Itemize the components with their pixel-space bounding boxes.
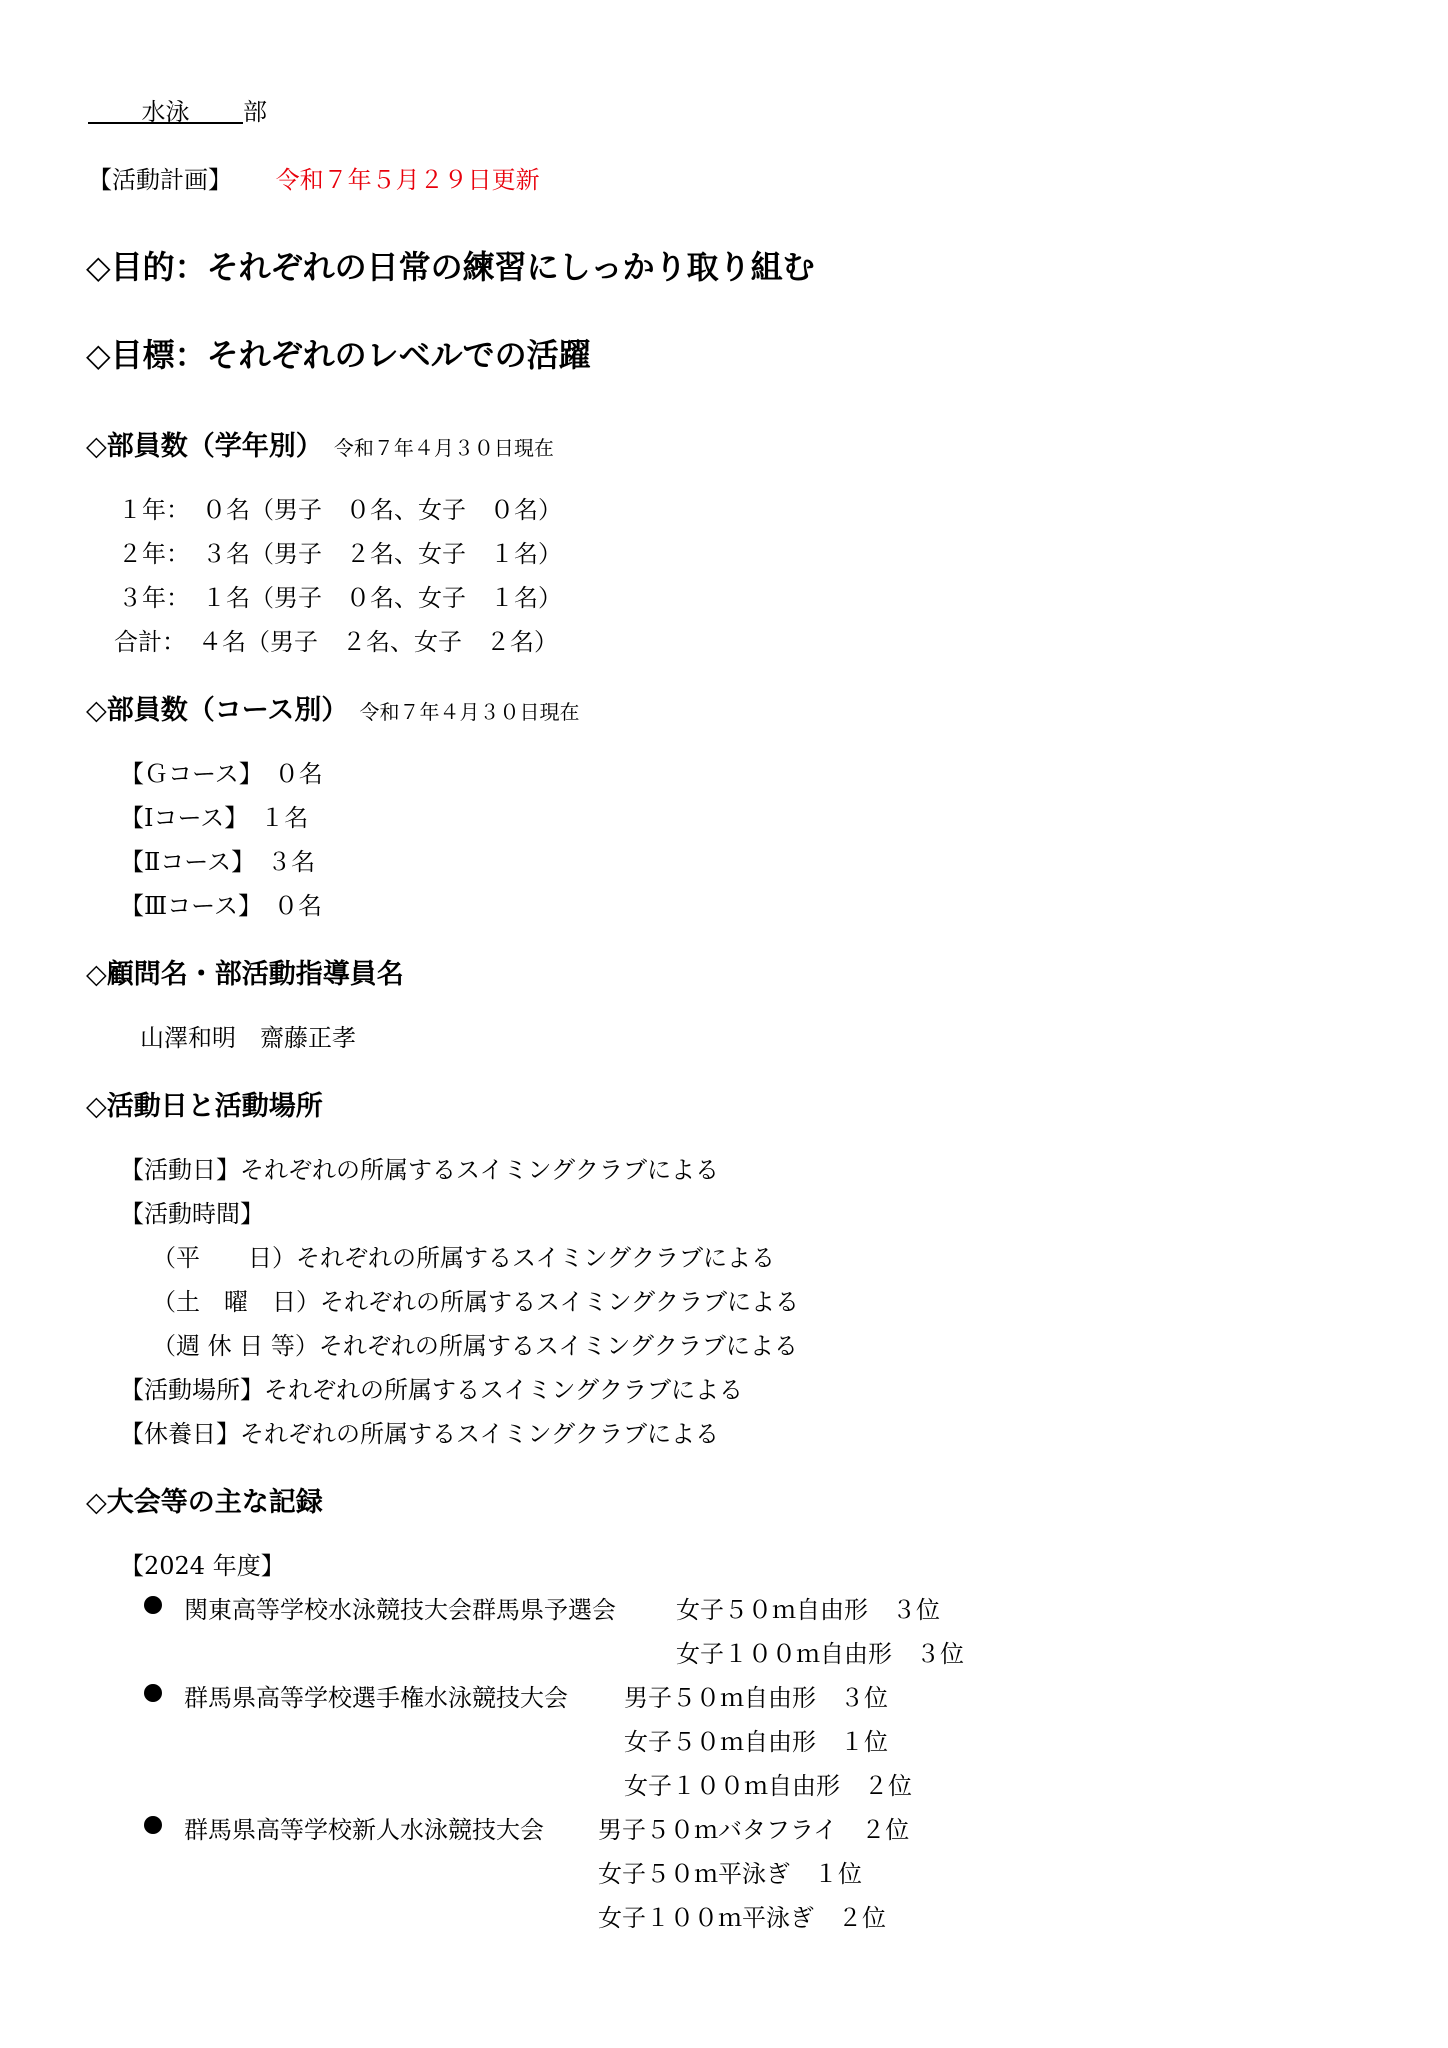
advisor-names: 山澤和明 齋藤正孝 — [140, 1024, 356, 1052]
purpose-heading: ◇目的：それぞれの日常の練習にしっかり取り組む — [86, 248, 815, 286]
bullet-icon — [144, 1816, 162, 1834]
grade-row: １年： ０名（男子 ０名、女子 ０名） — [118, 496, 562, 524]
members-grade-date: 令和７年４月３０日現在 — [333, 436, 554, 460]
event-result: 男子５０ｍ自由形 ３位 — [624, 1684, 888, 1712]
event-result: 女子１００ｍ平泳ぎ ２位 — [598, 1904, 886, 1932]
event-name: 群馬県高等学校新人水泳競技大会 — [184, 1816, 544, 1844]
activity-heading: ◇活動日と活動場所 — [86, 1091, 323, 1122]
event-result: 女子５０ｍ自由形 ３位 — [676, 1596, 940, 1624]
records-heading: ◇大会等の主な記録 — [86, 1487, 323, 1518]
bullet-icon — [144, 1596, 162, 1614]
activity-row: （平 日）それぞれの所属するスイミングクラブによる — [152, 1244, 776, 1272]
event-name: 関東高等学校水泳競技大会群馬県予選会 — [184, 1596, 616, 1624]
advisors-heading: ◇顧問名・部活動指導員名 — [86, 959, 404, 990]
activity-row: 【休養日】それぞれの所属するスイミングクラブによる — [120, 1420, 720, 1448]
grade-row: 合計： ４名（男子 ２名、女子 ２名） — [114, 628, 558, 656]
activity-row: 【活動時間】 — [120, 1200, 264, 1228]
club-suffix: 部 — [243, 98, 267, 126]
course-row: 【Ⅰコース】 １名 — [120, 804, 309, 832]
course-row: 【Ｇコース】 ０名 — [120, 760, 323, 788]
updated-date: 令和７年５月２９日更新 — [275, 166, 540, 194]
plan-label: 【活動計画】 — [88, 166, 232, 194]
members-course-heading-line — [86, 688, 580, 727]
members-course-heading: ◇部員数（コース別） — [86, 695, 349, 726]
grade-row: ３年： １名（男子 ０名、女子 １名） — [118, 584, 562, 612]
course-row: 【Ⅲコース】 ０名 — [120, 892, 322, 920]
event-result: 女子１００ｍ自由形 ２位 — [624, 1772, 912, 1800]
event-name: 群馬県高等学校選手権水泳競技大会 — [184, 1684, 568, 1712]
event-result: 女子５０ｍ平泳ぎ １位 — [598, 1860, 862, 1888]
club-name: 水泳 — [88, 92, 243, 124]
course-row: 【Ⅱコース】 ３名 — [120, 848, 316, 876]
event-result: 男子５０ｍバタフライ ２位 — [598, 1816, 910, 1844]
members-course-date: 令和７年４月３０日現在 — [359, 700, 580, 724]
event-result: 女子５０ｍ自由形 １位 — [624, 1728, 888, 1756]
activity-row: （週 休 日 等）それぞれの所属するスイミングクラブによる — [152, 1332, 798, 1360]
members-grade-heading: ◇部員数（学年別） — [86, 431, 323, 462]
grade-row: ２年： ３名（男子 ２名、女子 １名） — [118, 540, 562, 568]
event-result: 女子１００ｍ自由形 ３位 — [676, 1640, 964, 1668]
activity-row: （土 曜 日）それぞれの所属するスイミングクラブによる — [152, 1288, 800, 1316]
records-year: 【2024 年度】 — [120, 1552, 285, 1580]
bullet-icon — [144, 1684, 162, 1702]
club-name-line — [88, 92, 267, 127]
members-grade-heading-line — [86, 424, 554, 463]
activity-row: 【活動日】それぞれの所属するスイミングクラブによる — [120, 1156, 720, 1184]
activity-row: 【活動場所】それぞれの所属するスイミングクラブによる — [120, 1376, 744, 1404]
goal-heading: ◇目標：それぞれのレベルでの活躍 — [86, 336, 591, 374]
plan-line — [88, 160, 540, 195]
